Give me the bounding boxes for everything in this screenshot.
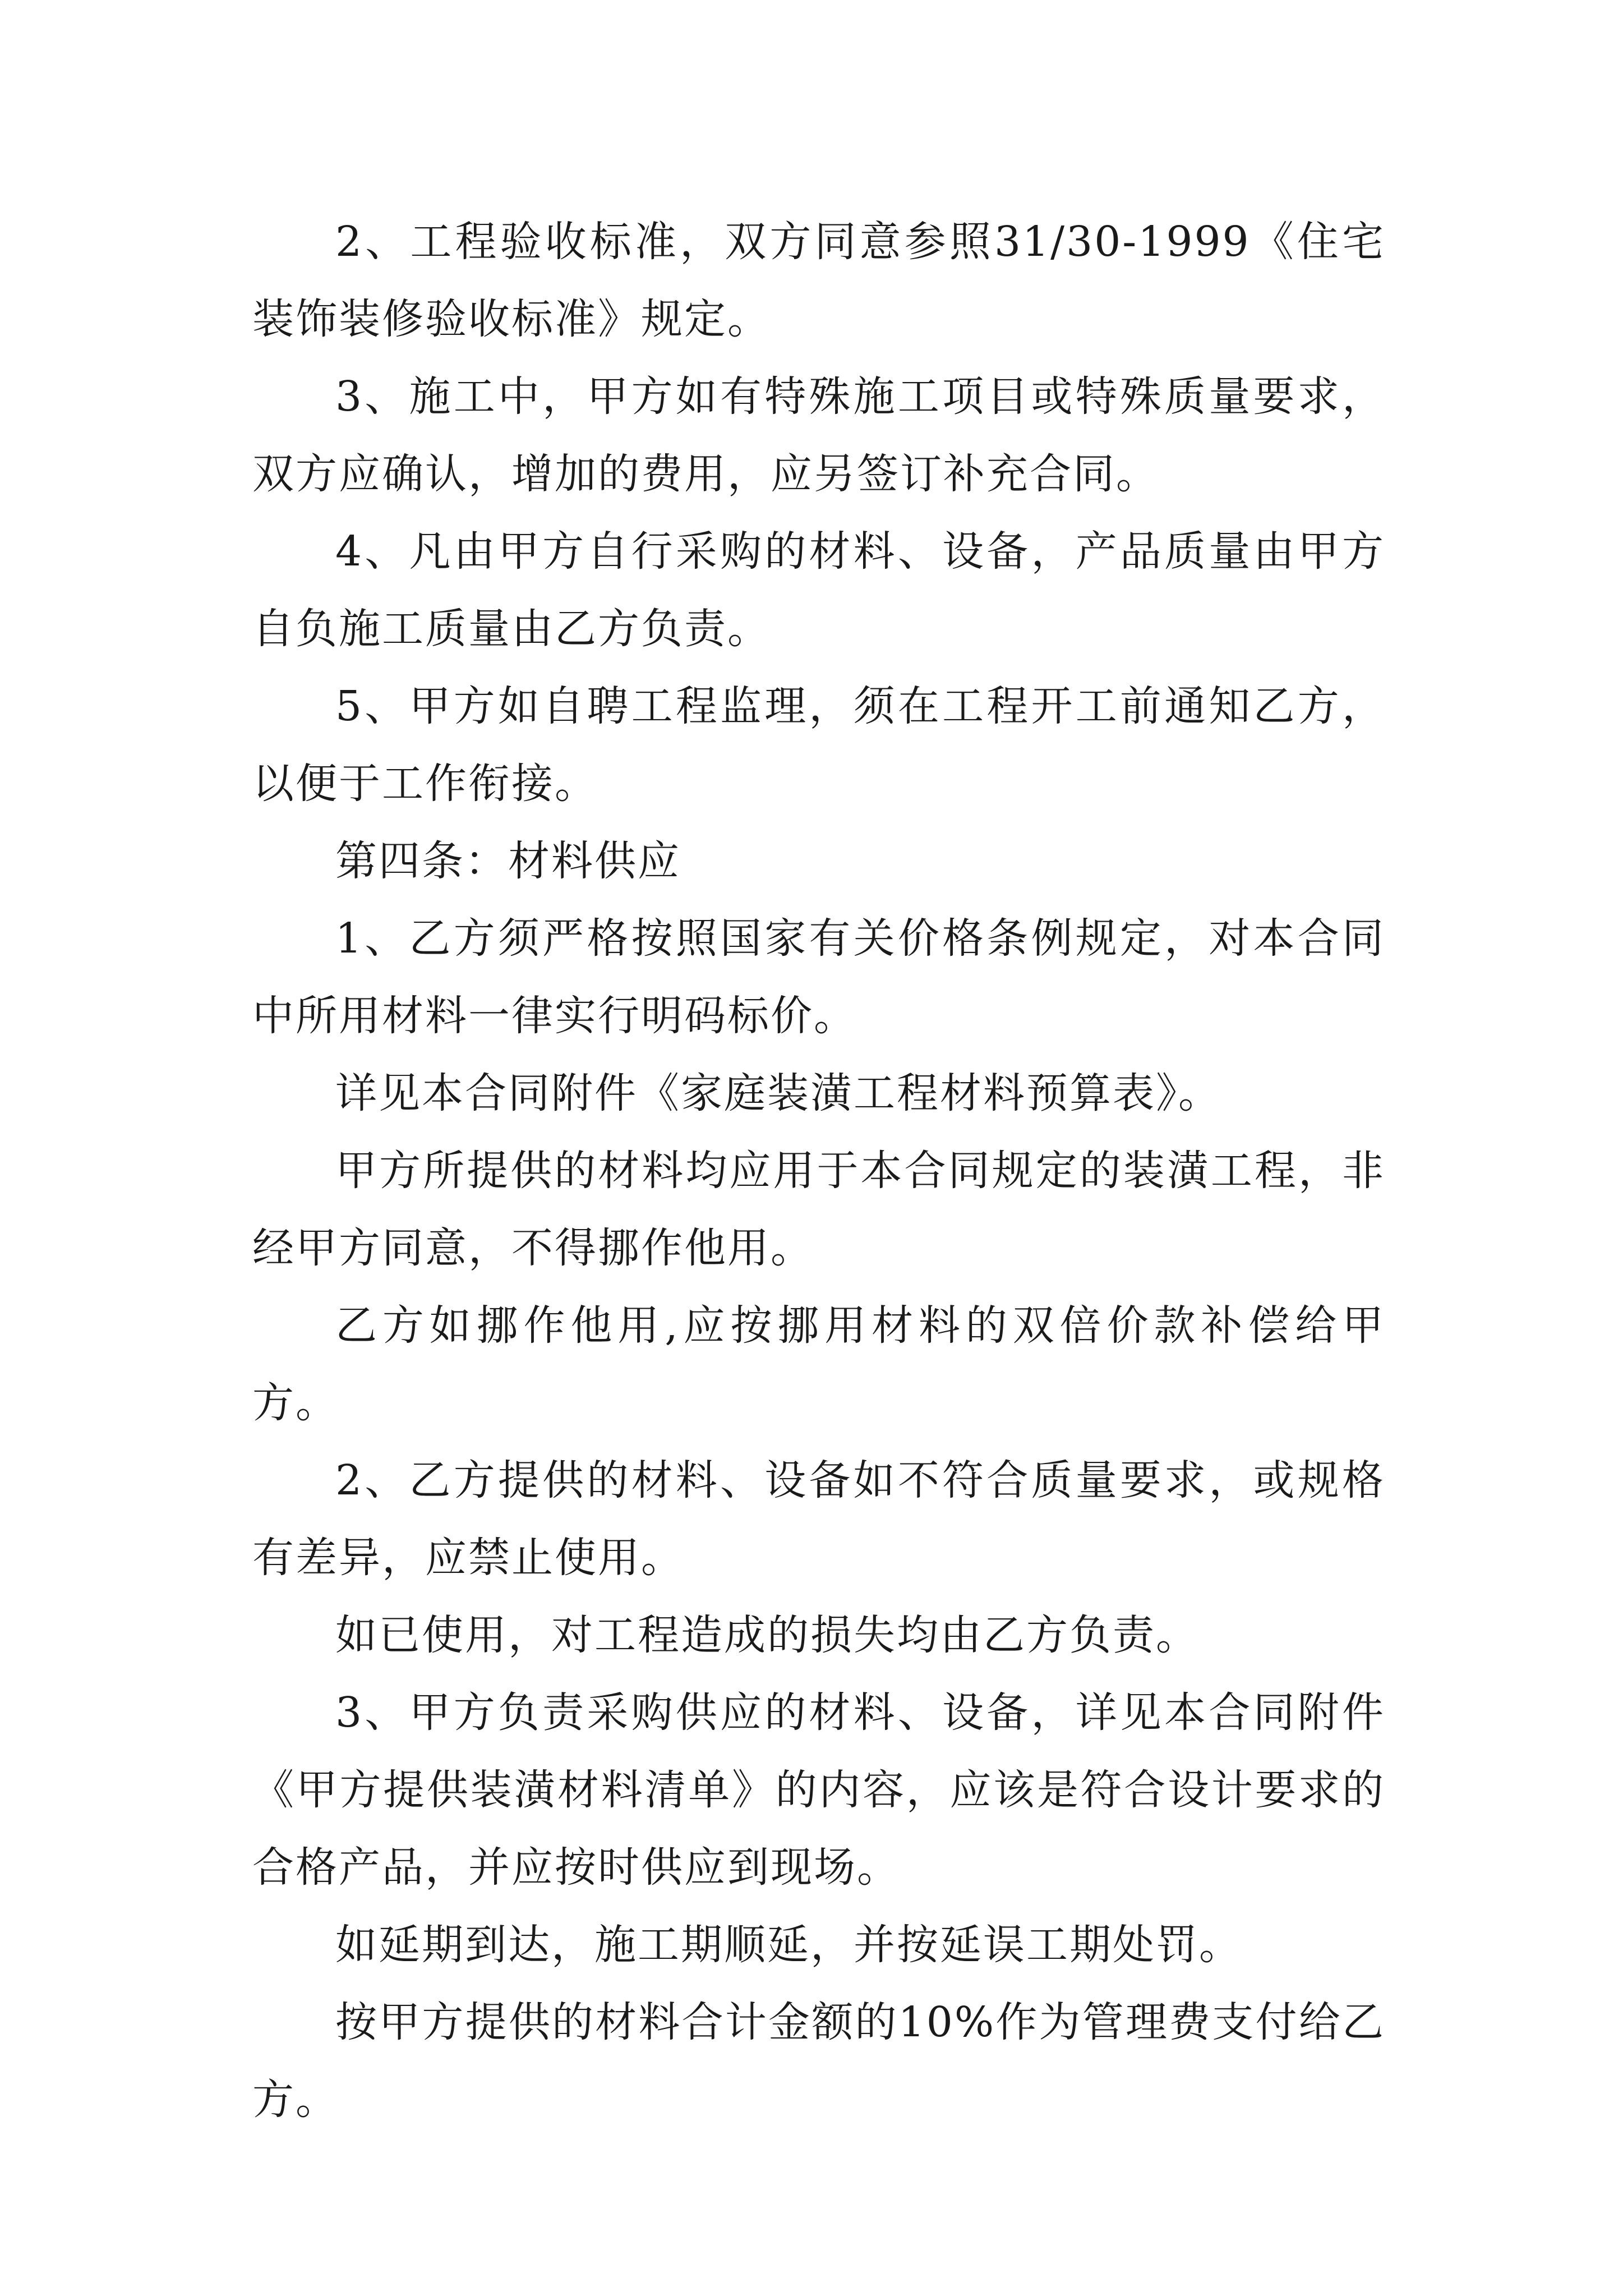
paragraph-party-a-materials: 3、甲方负责采购供应的材料、设备，详见本合同附件《甲方提供装潢材料清单》的内容，应该是符合设计要求的合格产品，并应按时供应到现场。: [252, 1688, 1385, 1892]
paragraph-misuse-compensation: 乙方如挪作他用,应按挪用材料的双倍价款补偿给甲方。: [252, 1301, 1385, 1427]
paragraph-quality-nonconformance: 2、乙方提供的材料、设备如不符合质量要求，或规格有差异，应禁止使用。: [252, 1456, 1385, 1582]
paragraph-management-fee: 按甲方提供的材料合计金额的10%作为管理费支付给乙方。: [252, 1998, 1385, 2124]
document-body: [252, 203, 1385, 2138]
paragraph-material-usage: 甲方所提供的材料均应用于本合同规定的装潢工程，非经甲方同意，不得挪作他用。: [252, 1147, 1385, 1272]
paragraph-delay-penalty: 如延期到达，施工期顺延，并按延误工期处罚。: [335, 1921, 1242, 1969]
paragraph-supervision: 5、甲方如自聘工程监理，须在工程开工前通知乙方，以便于工作衔接。: [252, 682, 1385, 808]
section-heading-material-supply: 第四条：材料供应: [335, 837, 681, 885]
paragraph-budget-attachment: 详见本合同附件《家庭装潢工程材料预算表》。: [335, 1069, 1221, 1117]
paragraph-self-purchased-materials: 4、凡由甲方自行采购的材料、设备，产品质量由甲方自负施工质量由乙方负责。: [252, 527, 1385, 653]
paragraph-loss-responsibility: 如已使用，对工程造成的损失均由乙方负责。: [335, 1611, 1199, 1659]
paragraph-acceptance-standard: 2、工程验收标准，双方同意参照31/30-1999《住宅装饰装修验收标准》规定。: [252, 218, 1385, 343]
paragraph-price-marking: 1、乙方须严格按照国家有关价格条例规定，对本合同中所用材料一律实行明码标价。: [252, 914, 1385, 1040]
paragraph-special-requirements: 3、施工中，甲方如有特殊施工项目或特殊质量要求，双方应确认，增加的费用，应另签订补充合同。: [252, 372, 1385, 498]
